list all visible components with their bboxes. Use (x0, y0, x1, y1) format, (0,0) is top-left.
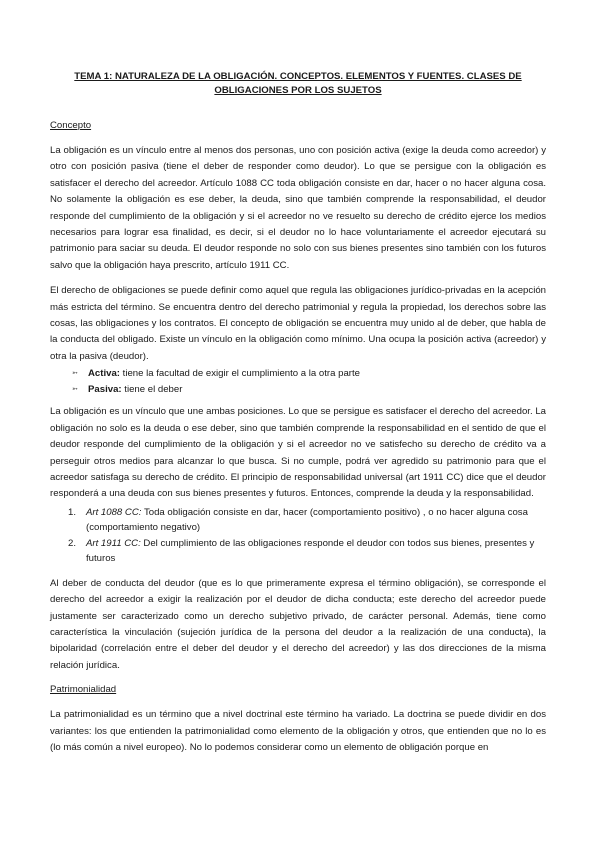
list-number: 1. (68, 506, 77, 518)
list-item-term: Activa: (88, 368, 120, 380)
arrow-bullet-icon: ➳ (72, 385, 78, 393)
paragraph: La obligación es un vínculo que une ambas posiciones. Lo que se persigue es satisfacer el derecho del acreedor. La obligación no solo es la deuda o ese deber, sino que también comprende la responsabilidad en el sentido de que el deudor responde del cumplimiento de la obligación y si el acreedor no ve satisfecho su derecho de crédito va a perseguir otros medios para alcanzar lo que busca. Si no cumple, podrá ver agredido su patrimonio para que el acreedor satisfaga su derecho de crédito. El principio de responsabilidad universal (art 1911 CC) dice que el deudor responderá a una deuda con sus bienes presentes y futuros. Entonces, comprende la deuda y la responsabilidad. (50, 406, 546, 500)
list-item (72, 366, 546, 382)
list-item-text: Del cumplimiento de las obligaciones responde el deudor con todos sus bienes, presentes y futuros (86, 537, 535, 565)
paragraph: El derecho de obligaciones se puede definir como aquel que regula las obligaciones jurídico-privadas en la acepción más estricta del término. Se encuentra dentro del derecho patrimonial y regula la propiedad, los derechos sobre las cosas, las obligaciones y los contratos. El concepto de obligación se encuentra muy unido al de deber, que habla de la conducta del obligado. Existe un vínculo en la obligación como mínimo. Una ocupa la posición activa (acreedor) y otra la pasiva (deudor). (50, 285, 546, 362)
numbered-list (50, 505, 546, 567)
document-title: TEMA 1: NATURALEZA DE LA OBLIGACIÓN. CONCEPTOS. ELEMENTOS Y FUENTES. CLASES DE OBLIGACIONES POR LOS SUJETOS (74, 71, 522, 96)
list-item-term: Pasiva: (88, 383, 122, 395)
list-number: 2. (68, 537, 77, 549)
list-item (68, 536, 546, 567)
bullet-list (50, 366, 546, 397)
article-reference: Art 1088 CC: (86, 506, 142, 518)
article-reference: Art 1911 CC: (86, 537, 141, 549)
list-item (68, 505, 546, 536)
paragraph: Al deber de conducta del deudor (que es lo que primeramente expresa el término obligación), se corresponde el derecho del acreedor a exigir la realización por el deudor de dicha conducta; este derecho del acreedor puede justamente ser caracterizado como un derecho subjetivo privado, de carácter personal. Además, tiene como característica la vinculación (sujeción jurídica de la persona del deudor a la realización de una conducta), la bipolaridad (correlación entre el deber del deudor y el derecho del acreedor) y las dos direcciones de la misma relación jurídica. (50, 577, 546, 671)
list-item-text: tiene el deber (121, 383, 183, 395)
section-heading-concepto: Concepto (50, 120, 92, 131)
list-item (72, 382, 546, 398)
arrow-bullet-icon: ➳ (72, 370, 78, 378)
list-item-text: Toda obligación consiste en dar, hacer (comportamiento positivo) , o no hacer alguna cosa (comportamiento negativo) (86, 506, 528, 534)
list-item-text: tiene la facultad de exigir el cumplimiento a la otra parte (120, 368, 360, 380)
paragraph: La obligación es un vínculo entre al menos dos personas, uno con posición activa (exige la deuda como acreedor) y otro con posición pasiva (tiene el deber de responder como deudor). Lo que se persigue con la obligación es satisfacer el derecho del acreedor. Artículo 1088 CC toda obligación consiste en dar, hacer o no hacer alguna cosa. No solamente la obligación es ese deber, la deuda, sino que también comprende la responsabilidad, el deudor responde del cumplimiento de la obligación y si el acreedor no ve resuelto su derecho de crédito ejerce los medios necesarios para lograr esa finalidad, es decir, si el deudor no lo hace voluntariamente el acreedor ejecutará su patrimonio para saciar su deuda. El deudor responde no solo con sus bienes presentes sino también con los futuros salvo que la obligación haya prescrito, artículo 1911 CC. (50, 145, 546, 271)
paragraph: La patrimonialidad es un término que a nivel doctrinal este término ha variado. La doctrina se puede dividir en dos variantes: los que entienden la patrimonialidad como elemento de la obligación y otros, que entienden que no lo es (lo más común a nivel europeo). No lo podemos considerar como un elemento de obligación porque en (50, 709, 546, 753)
section-heading-patrimonialidad: Patrimonialidad (50, 684, 117, 696)
